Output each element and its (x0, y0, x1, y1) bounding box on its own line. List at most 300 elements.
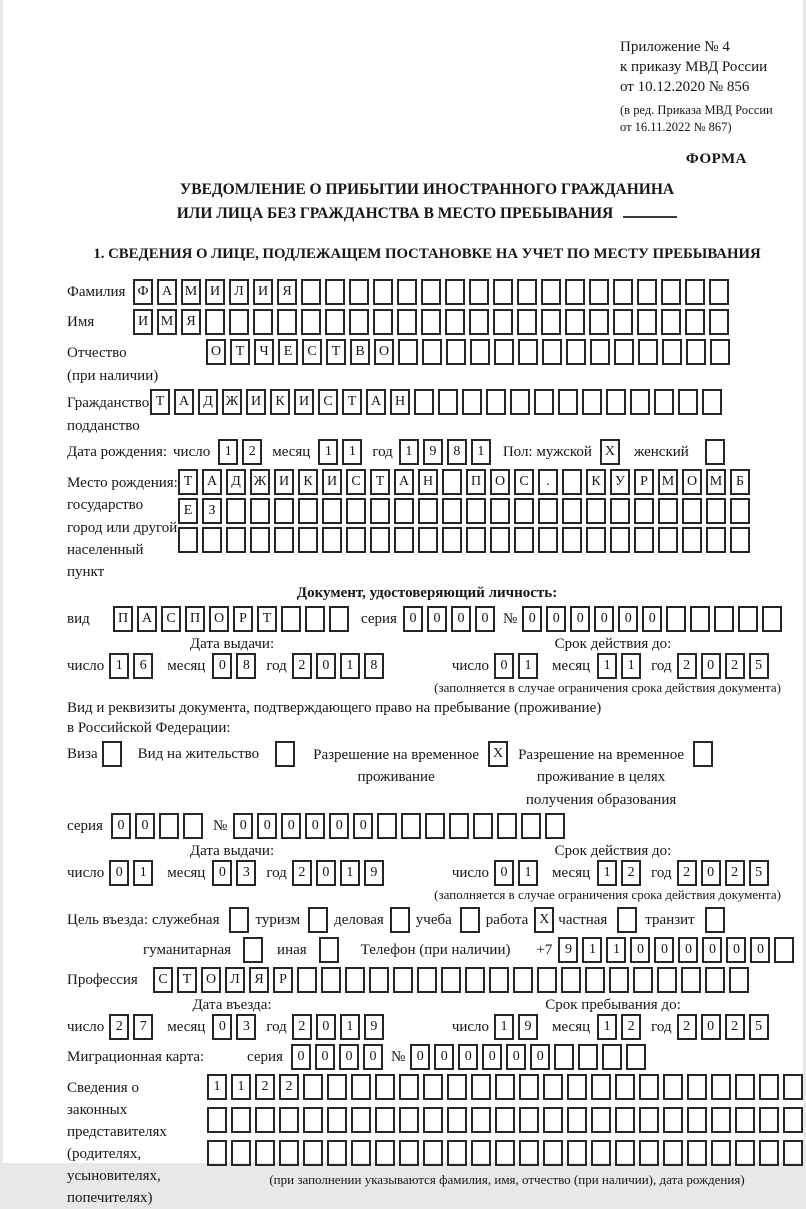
char-box[interactable] (519, 1074, 539, 1100)
char-box[interactable]: 0 (109, 860, 129, 886)
char-box[interactable] (543, 1107, 563, 1133)
char-box[interactable]: А (202, 469, 222, 495)
char-box[interactable] (687, 1140, 707, 1166)
char-box[interactable]: Т (230, 339, 250, 365)
char-box[interactable] (351, 1074, 371, 1100)
char-box[interactable] (441, 967, 461, 993)
char-box[interactable]: 0 (701, 860, 721, 886)
char-box[interactable]: 1 (597, 1014, 617, 1040)
char-box[interactable] (759, 1140, 779, 1166)
char-box[interactable] (159, 813, 179, 839)
char-box[interactable] (591, 1140, 611, 1166)
char-box[interactable] (562, 527, 582, 553)
char-box[interactable] (613, 279, 633, 305)
char-box[interactable] (446, 339, 466, 365)
char-box[interactable] (279, 1107, 299, 1133)
char-box[interactable] (469, 309, 489, 335)
char-box[interactable] (762, 606, 782, 632)
char-box[interactable] (514, 498, 534, 524)
char-box[interactable] (470, 339, 490, 365)
char-box[interactable] (582, 389, 602, 415)
char-box[interactable] (519, 1107, 539, 1133)
char-box[interactable]: 0 (316, 1014, 336, 1040)
char-box[interactable]: С (346, 469, 366, 495)
char-box[interactable] (346, 498, 366, 524)
char-box[interactable] (250, 527, 270, 553)
char-box[interactable]: 1 (582, 937, 602, 963)
char-box[interactable]: К (270, 389, 290, 415)
char-box[interactable]: 0 (212, 1014, 232, 1040)
sex-male-checkbox[interactable]: X (600, 439, 620, 465)
char-box[interactable] (682, 498, 702, 524)
char-box[interactable]: 1 (207, 1074, 227, 1100)
char-box[interactable] (633, 967, 653, 993)
char-box[interactable] (711, 1140, 731, 1166)
visa-checkbox[interactable] (102, 741, 122, 767)
char-box[interactable]: 0 (750, 937, 770, 963)
char-box[interactable] (586, 527, 606, 553)
char-box[interactable]: С (302, 339, 322, 365)
char-box[interactable] (493, 309, 513, 335)
char-box[interactable] (471, 1140, 491, 1166)
char-box[interactable]: 0 (315, 1044, 335, 1070)
char-box[interactable] (207, 1140, 227, 1166)
char-box[interactable]: 0 (427, 606, 447, 632)
char-box[interactable]: А (366, 389, 386, 415)
char-box[interactable] (438, 389, 458, 415)
char-box[interactable] (639, 1140, 659, 1166)
char-box[interactable]: 0 (410, 1044, 430, 1070)
char-box[interactable]: 0 (702, 937, 722, 963)
char-box[interactable]: 9 (518, 1014, 538, 1040)
char-box[interactable] (305, 606, 325, 632)
char-box[interactable] (610, 527, 630, 553)
char-box[interactable] (418, 527, 438, 553)
char-box[interactable] (545, 813, 565, 839)
char-box[interactable]: 2 (725, 653, 745, 679)
char-box[interactable] (687, 1107, 707, 1133)
char-box[interactable] (735, 1140, 755, 1166)
char-box[interactable]: 0 (291, 1044, 311, 1070)
char-box[interactable] (303, 1074, 323, 1100)
char-box[interactable] (490, 498, 510, 524)
char-box[interactable] (681, 967, 701, 993)
char-box[interactable] (465, 967, 485, 993)
char-box[interactable]: П (466, 469, 486, 495)
char-box[interactable] (519, 1140, 539, 1166)
char-box[interactable]: 1 (318, 439, 338, 465)
char-box[interactable]: 9 (423, 439, 443, 465)
char-box[interactable] (495, 1140, 515, 1166)
char-box[interactable]: 0 (281, 813, 301, 839)
char-box[interactable] (422, 339, 442, 365)
char-box[interactable]: 2 (725, 1014, 745, 1040)
char-box[interactable]: 7 (133, 1014, 153, 1040)
char-box[interactable] (634, 527, 654, 553)
char-box[interactable] (183, 813, 203, 839)
char-box[interactable]: Т (342, 389, 362, 415)
char-box[interactable] (421, 279, 441, 305)
char-box[interactable] (327, 1074, 347, 1100)
char-box[interactable]: М (157, 309, 177, 335)
char-box[interactable]: 2 (677, 860, 697, 886)
char-box[interactable]: Т (257, 606, 277, 632)
char-box[interactable] (486, 389, 506, 415)
char-box[interactable] (466, 527, 486, 553)
char-box[interactable]: С (161, 606, 181, 632)
char-box[interactable] (639, 1074, 659, 1100)
char-box[interactable]: 0 (257, 813, 277, 839)
char-box[interactable]: 0 (594, 606, 614, 632)
char-box[interactable]: 5 (749, 860, 769, 886)
char-box[interactable]: 2 (621, 860, 641, 886)
char-box[interactable] (730, 498, 750, 524)
char-box[interactable] (558, 389, 578, 415)
char-box[interactable]: 0 (111, 813, 131, 839)
char-box[interactable]: 8 (364, 653, 384, 679)
char-box[interactable] (447, 1074, 467, 1100)
char-box[interactable]: 1 (518, 860, 538, 886)
char-box[interactable]: 0 (451, 606, 471, 632)
char-box[interactable] (489, 967, 509, 993)
char-box[interactable] (661, 279, 681, 305)
char-box[interactable]: Я (181, 309, 201, 335)
char-box[interactable]: 1 (399, 439, 419, 465)
char-box[interactable] (226, 527, 246, 553)
char-box[interactable] (709, 309, 729, 335)
char-box[interactable] (783, 1140, 803, 1166)
char-box[interactable] (685, 309, 705, 335)
char-box[interactable] (682, 527, 702, 553)
char-box[interactable]: Ж (222, 389, 242, 415)
char-box[interactable]: Д (226, 469, 246, 495)
char-box[interactable] (591, 1074, 611, 1100)
char-box[interactable] (738, 606, 758, 632)
char-box[interactable] (658, 527, 678, 553)
char-box[interactable] (298, 498, 318, 524)
char-box[interactable] (373, 309, 393, 335)
char-box[interactable]: 0 (316, 653, 336, 679)
char-box[interactable]: 6 (133, 653, 153, 679)
sex-female-checkbox[interactable] (705, 439, 725, 465)
char-box[interactable] (397, 279, 417, 305)
char-box[interactable] (229, 309, 249, 335)
char-box[interactable] (586, 498, 606, 524)
char-box[interactable] (423, 1140, 443, 1166)
char-box[interactable] (351, 1107, 371, 1133)
char-box[interactable] (662, 339, 682, 365)
char-box[interactable] (462, 389, 482, 415)
char-box[interactable] (351, 1140, 371, 1166)
char-box[interactable]: С (153, 967, 173, 993)
char-box[interactable] (345, 967, 365, 993)
char-box[interactable] (606, 389, 626, 415)
char-box[interactable] (658, 498, 678, 524)
char-box[interactable] (613, 309, 633, 335)
char-box[interactable]: Д (198, 389, 218, 415)
edu-permit-checkbox[interactable] (693, 741, 713, 767)
char-box[interactable] (321, 967, 341, 993)
char-box[interactable]: С (514, 469, 534, 495)
char-box[interactable]: 2 (242, 439, 262, 465)
char-box[interactable]: 0 (530, 1044, 550, 1070)
char-box[interactable]: Т (326, 339, 346, 365)
char-box[interactable] (615, 1074, 635, 1100)
residence-permit-checkbox[interactable] (275, 741, 295, 767)
char-box[interactable] (541, 309, 561, 335)
char-box[interactable] (609, 967, 629, 993)
char-box[interactable] (537, 967, 557, 993)
char-box[interactable] (513, 967, 533, 993)
char-box[interactable]: 0 (701, 653, 721, 679)
char-box[interactable]: 0 (403, 606, 423, 632)
char-box[interactable]: 0 (570, 606, 590, 632)
char-box[interactable] (394, 527, 414, 553)
char-box[interactable]: Т (370, 469, 390, 495)
char-box[interactable] (514, 527, 534, 553)
char-box[interactable] (394, 498, 414, 524)
char-box[interactable]: 0 (329, 813, 349, 839)
char-box[interactable]: Т (150, 389, 170, 415)
char-box[interactable]: 1 (518, 653, 538, 679)
char-box[interactable] (494, 339, 514, 365)
char-box[interactable] (370, 527, 390, 553)
char-box[interactable] (301, 309, 321, 335)
char-box[interactable] (442, 498, 462, 524)
char-box[interactable] (447, 1107, 467, 1133)
char-box[interactable] (686, 339, 706, 365)
char-box[interactable] (322, 527, 342, 553)
char-box[interactable]: 9 (364, 1014, 384, 1040)
char-box[interactable]: Н (418, 469, 438, 495)
char-box[interactable] (630, 389, 650, 415)
char-box[interactable] (637, 309, 657, 335)
char-box[interactable] (445, 309, 465, 335)
char-box[interactable] (578, 1044, 598, 1070)
char-box[interactable] (567, 1074, 587, 1100)
char-box[interactable]: 2 (292, 860, 312, 886)
char-box[interactable] (709, 279, 729, 305)
char-box[interactable] (425, 813, 445, 839)
char-box[interactable]: Б (730, 469, 750, 495)
char-box[interactable] (231, 1107, 251, 1133)
char-box[interactable]: 0 (642, 606, 662, 632)
char-box[interactable]: 0 (522, 606, 542, 632)
char-box[interactable]: 1 (597, 860, 617, 886)
char-box[interactable]: 0 (458, 1044, 478, 1070)
char-box[interactable] (449, 813, 469, 839)
char-box[interactable]: Я (249, 967, 269, 993)
purpose-study-checkbox[interactable] (460, 907, 480, 933)
char-box[interactable]: 3 (236, 860, 256, 886)
char-box[interactable]: Е (178, 498, 198, 524)
char-box[interactable]: . (538, 469, 558, 495)
char-box[interactable] (447, 1140, 467, 1166)
char-box[interactable] (654, 389, 674, 415)
char-box[interactable] (541, 279, 561, 305)
char-box[interactable]: Р (233, 606, 253, 632)
char-box[interactable]: 0 (353, 813, 373, 839)
char-box[interactable]: 1 (342, 439, 362, 465)
char-box[interactable]: 1 (340, 653, 360, 679)
char-box[interactable] (710, 339, 730, 365)
char-box[interactable] (638, 339, 658, 365)
char-box[interactable]: И (205, 279, 225, 305)
purpose-tourism-checkbox[interactable] (308, 907, 328, 933)
char-box[interactable]: 0 (494, 653, 514, 679)
title-blank-field[interactable] (623, 205, 677, 218)
char-box[interactable] (418, 498, 438, 524)
purpose-private-checkbox[interactable] (617, 907, 637, 933)
temp-permit-checkbox[interactable]: X (488, 741, 508, 767)
char-box[interactable] (303, 1140, 323, 1166)
char-box[interactable] (687, 1074, 707, 1100)
char-box[interactable] (714, 606, 734, 632)
char-box[interactable] (729, 967, 749, 993)
char-box[interactable] (277, 309, 297, 335)
char-box[interactable] (471, 1074, 491, 1100)
char-box[interactable] (401, 813, 421, 839)
char-box[interactable]: 1 (471, 439, 491, 465)
char-box[interactable] (250, 498, 270, 524)
char-box[interactable] (567, 1107, 587, 1133)
char-box[interactable] (517, 309, 537, 335)
char-box[interactable] (735, 1107, 755, 1133)
char-box[interactable] (615, 1107, 635, 1133)
char-box[interactable] (226, 498, 246, 524)
char-box[interactable]: 0 (305, 813, 325, 839)
char-box[interactable]: 2 (279, 1074, 299, 1100)
char-box[interactable]: 0 (654, 937, 674, 963)
char-box[interactable] (445, 279, 465, 305)
char-box[interactable]: И (253, 279, 273, 305)
char-box[interactable] (538, 498, 558, 524)
char-box[interactable] (207, 1107, 227, 1133)
char-box[interactable]: 1 (597, 653, 617, 679)
char-box[interactable] (759, 1107, 779, 1133)
char-box[interactable]: 1 (494, 1014, 514, 1040)
char-box[interactable]: Ч (254, 339, 274, 365)
char-box[interactable]: О (206, 339, 226, 365)
char-box[interactable]: 3 (236, 1014, 256, 1040)
char-box[interactable] (497, 813, 517, 839)
char-box[interactable]: 0 (506, 1044, 526, 1070)
char-box[interactable] (565, 279, 585, 305)
char-box[interactable] (417, 967, 437, 993)
char-box[interactable] (585, 967, 605, 993)
char-box[interactable] (349, 279, 369, 305)
char-box[interactable] (735, 1074, 755, 1100)
char-box[interactable]: З (202, 498, 222, 524)
char-box[interactable] (325, 279, 345, 305)
char-box[interactable] (542, 339, 562, 365)
purpose-official-checkbox[interactable] (229, 907, 249, 933)
char-box[interactable]: 0 (363, 1044, 383, 1070)
char-box[interactable] (626, 1044, 646, 1070)
char-box[interactable] (521, 813, 541, 839)
char-box[interactable] (399, 1074, 419, 1100)
char-box[interactable]: И (322, 469, 342, 495)
char-box[interactable] (421, 309, 441, 335)
purpose-humanitarian-checkbox[interactable] (243, 937, 263, 963)
char-box[interactable] (639, 1107, 659, 1133)
char-box[interactable]: Л (225, 967, 245, 993)
char-box[interactable] (759, 1074, 779, 1100)
char-box[interactable]: 1 (109, 653, 129, 679)
char-box[interactable]: 1 (340, 860, 360, 886)
char-box[interactable] (423, 1074, 443, 1100)
char-box[interactable] (678, 389, 698, 415)
char-box[interactable] (538, 527, 558, 553)
char-box[interactable] (783, 1107, 803, 1133)
char-box[interactable]: П (113, 606, 133, 632)
char-box[interactable]: 0 (494, 860, 514, 886)
char-box[interactable] (231, 1140, 251, 1166)
char-box[interactable]: О (490, 469, 510, 495)
char-box[interactable] (298, 527, 318, 553)
char-box[interactable] (493, 279, 513, 305)
char-box[interactable] (325, 309, 345, 335)
char-box[interactable] (565, 309, 585, 335)
char-box[interactable]: И (294, 389, 314, 415)
char-box[interactable]: У (610, 469, 630, 495)
char-box[interactable] (399, 1140, 419, 1166)
char-box[interactable]: 1 (606, 937, 626, 963)
char-box[interactable] (711, 1107, 731, 1133)
char-box[interactable]: 5 (749, 653, 769, 679)
char-box[interactable] (423, 1107, 443, 1133)
char-box[interactable]: 1 (231, 1074, 251, 1100)
char-box[interactable] (666, 606, 686, 632)
char-box[interactable] (469, 279, 489, 305)
char-box[interactable]: 8 (447, 439, 467, 465)
char-box[interactable] (346, 527, 366, 553)
purpose-other-checkbox[interactable] (319, 937, 339, 963)
char-box[interactable]: 0 (212, 653, 232, 679)
char-box[interactable] (543, 1140, 563, 1166)
char-box[interactable]: Я (277, 279, 297, 305)
char-box[interactable] (663, 1074, 683, 1100)
char-box[interactable] (706, 498, 726, 524)
char-box[interactable] (301, 279, 321, 305)
char-box[interactable]: Ж (250, 469, 270, 495)
char-box[interactable] (661, 309, 681, 335)
char-box[interactable] (202, 527, 222, 553)
char-box[interactable]: А (174, 389, 194, 415)
char-box[interactable]: О (374, 339, 394, 365)
char-box[interactable]: 2 (677, 1014, 697, 1040)
char-box[interactable]: 1 (133, 860, 153, 886)
char-box[interactable]: 2 (109, 1014, 129, 1040)
char-box[interactable]: С (318, 389, 338, 415)
char-box[interactable]: О (201, 967, 221, 993)
char-box[interactable] (534, 389, 554, 415)
char-box[interactable]: 0 (316, 860, 336, 886)
char-box[interactable] (274, 527, 294, 553)
char-box[interactable] (303, 1107, 323, 1133)
char-box[interactable]: Т (178, 469, 198, 495)
char-box[interactable] (471, 1107, 491, 1133)
char-box[interactable]: 2 (725, 860, 745, 886)
char-box[interactable]: 2 (255, 1074, 275, 1100)
char-box[interactable] (510, 389, 530, 415)
char-box[interactable] (370, 498, 390, 524)
char-box[interactable] (783, 1074, 803, 1100)
char-box[interactable] (205, 309, 225, 335)
char-box[interactable] (634, 498, 654, 524)
char-box[interactable] (543, 1074, 563, 1100)
char-box[interactable] (774, 937, 794, 963)
